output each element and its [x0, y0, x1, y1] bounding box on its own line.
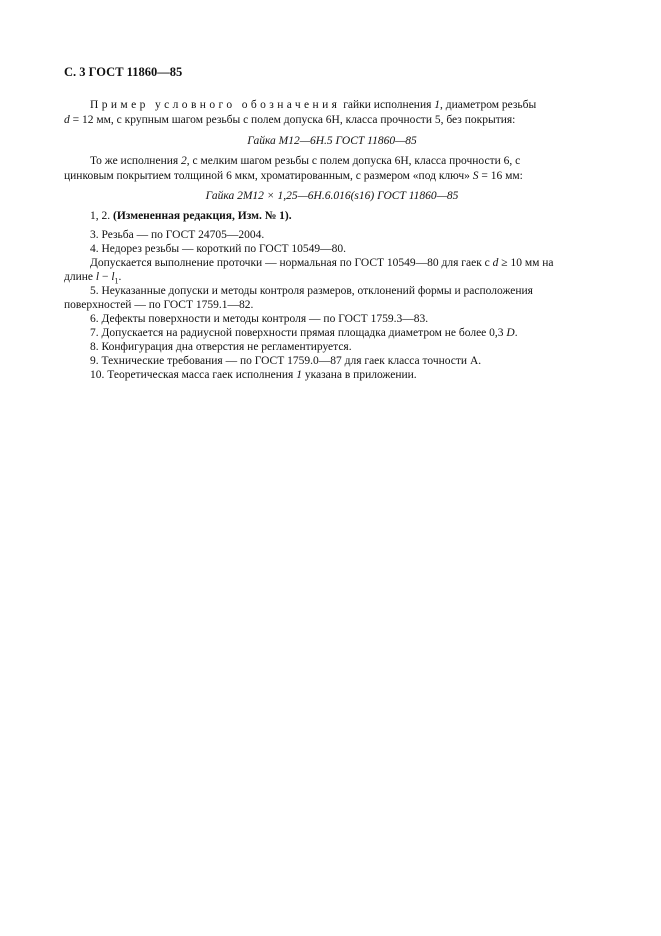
- page-header: С. 3 ГОСТ 11860—85: [64, 65, 183, 79]
- example2-text2: , с мелким шагом резьбы с полем допуска 6Н, класса прочности 6, с: [186, 155, 521, 167]
- example1-line1: [64, 98, 600, 113]
- example1-text2: , диаметром резьбы: [440, 99, 537, 111]
- item-5-line1: 5. Неуказанные допуски и методы контроля размеров, отклонений формы и расположения: [90, 285, 533, 297]
- example2-var-s: S: [472, 170, 479, 182]
- example1-line2-text: = 12 мм, с крупным шагом резьбы с полем допуска 6Н, класса прочности 5, без покрытия:: [69, 114, 516, 126]
- item-1-2-prefix: 1, 2.: [90, 210, 113, 222]
- example2-line1: [64, 154, 600, 169]
- example1-lead: Пример условного обозначения: [90, 99, 341, 111]
- example1-exec-num: 1: [434, 99, 441, 111]
- item-1-2: [64, 209, 600, 224]
- item-9: 9. Технические требования — по ГОСТ 1759.0—87 для гаек класса точности А.: [90, 355, 482, 367]
- example2-exec-num: 2: [181, 155, 187, 167]
- example1-formula: Гайка М12—6Н.5 ГОСТ 11860—85: [247, 135, 417, 147]
- item-4: 4. Недорез резьбы — короткий по ГОСТ 10549—80.: [90, 243, 347, 255]
- example1-var-d: d: [64, 114, 70, 126]
- example2-formula: Гайка 2М12 × 1,25—6Н.6.016(s16) ГОСТ 11860—85: [205, 190, 459, 202]
- item-3: 3. Резьба — по ГОСТ 24705—2004.: [90, 229, 265, 241]
- item-5-line2: поверхностей — по ГОСТ 1759.1—82.: [64, 299, 254, 311]
- item-10: 10. Теоретическая масса гаек исполнения 1 указана в приложении.: [90, 369, 417, 381]
- item-6: 6. Дефекты поверхности и методы контроля — по ГОСТ 1759.3—83.: [90, 313, 429, 325]
- example2-line2-text2: = 16 мм:: [478, 170, 523, 182]
- item-4-note-line1: Допускается выполнение проточки — нормальная по ГОСТ 10549—80 для гаек с d ≥ 10 мм на: [90, 257, 554, 269]
- example2-line2-text1: цинковым покрытием толщиной 6 мкм, хроматированным, с размером «под ключ»: [64, 170, 473, 182]
- example2-line2: [64, 169, 600, 184]
- example1-line2: [64, 113, 600, 128]
- item-7: 7. Допускается на радиусной поверхности прямая площадка диаметром не более 0,3 D.: [90, 327, 518, 339]
- item-4-note-line2: длине $l - l_1$.: [64, 271, 122, 286]
- example1-text1: гайки исполнения: [340, 99, 435, 111]
- item-8: 8. Конфигурация дна отверстия не регламентируется.: [90, 341, 352, 353]
- example2-text1: То же исполнения: [90, 155, 182, 167]
- item-1-2-bold: (Измененная редакция, Изм. № 1).: [113, 210, 292, 222]
